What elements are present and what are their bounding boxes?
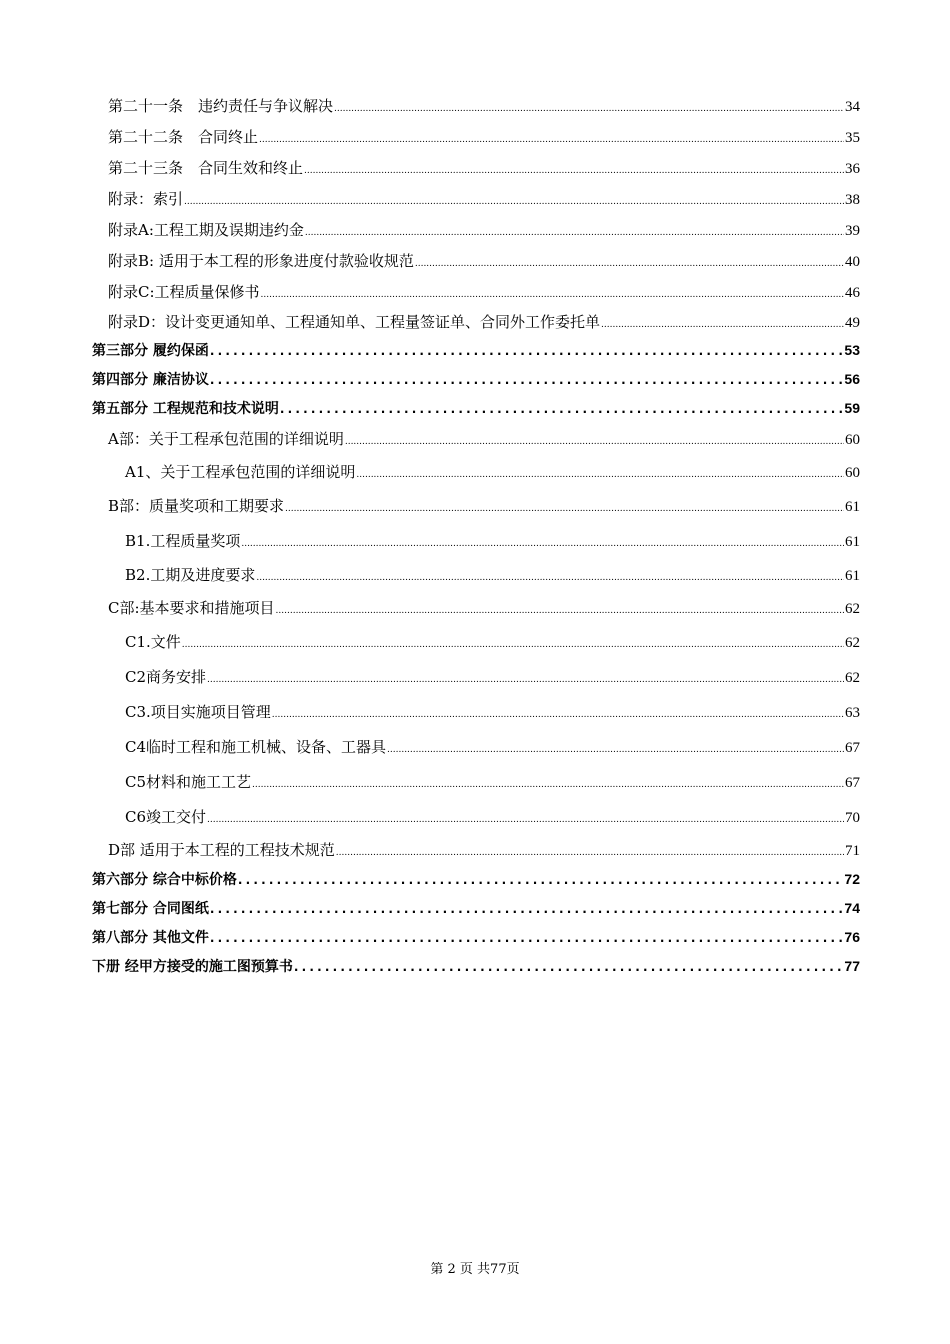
toc-entry[interactable] xyxy=(92,153,860,184)
toc-entry[interactable] xyxy=(92,394,860,423)
toc-entry[interactable] xyxy=(92,184,860,215)
toc-entry-title: 第四部分 廉洁协议 xyxy=(92,372,209,388)
toc-entry-title: 第六部分 综合中标价格 xyxy=(92,872,237,888)
toc-page-number: 49 xyxy=(845,315,860,331)
toc-entry[interactable] xyxy=(92,308,860,336)
toc-leader-dots xyxy=(601,321,844,330)
toc-leader-dots xyxy=(210,903,844,915)
toc-entry[interactable] xyxy=(92,559,860,592)
toc-entry-title: D部 适用于本工程的工程技术规范 xyxy=(108,841,335,859)
toc-entry[interactable] xyxy=(92,865,860,894)
toc-page-number: 62 xyxy=(845,601,860,617)
toc-leader-dots xyxy=(241,540,844,549)
toc-page-number: 74 xyxy=(844,900,860,916)
toc-leader-dots xyxy=(210,932,844,944)
toc-entry[interactable] xyxy=(92,660,860,695)
toc-leader-dots xyxy=(207,816,844,825)
toc-entry-title: C3.项目实施项目管理 xyxy=(125,703,271,721)
toc-leader-dots xyxy=(184,198,844,207)
toc-entry-title: C5材料和施工工艺 xyxy=(125,773,252,791)
toc-page-number: 34 xyxy=(845,99,860,115)
toc-leader-dots xyxy=(334,105,844,114)
toc-page-number: 53 xyxy=(844,342,860,358)
toc-entry[interactable] xyxy=(92,122,860,153)
toc-page-number: 71 xyxy=(845,843,860,859)
toc-page-number: 63 xyxy=(845,705,860,721)
toc-page-number: 77 xyxy=(844,958,860,974)
toc-entry-title: 第二十一条 违约责任与争议解决 xyxy=(108,97,334,115)
toc-entry[interactable] xyxy=(92,456,860,489)
toc-entry-title: 第二十二条 合同终止 xyxy=(108,128,259,146)
toc-entry[interactable] xyxy=(92,246,860,277)
toc-entry-title: 附录D：设计变更通知单、工程通知单、工程量签证单、合同外工作委托单 xyxy=(108,313,601,331)
toc-leader-dots xyxy=(285,505,844,514)
toc-page-number: 40 xyxy=(845,254,860,270)
toc-page-number: 76 xyxy=(844,929,860,945)
toc-page-number: 67 xyxy=(845,775,860,791)
toc-entry[interactable] xyxy=(92,365,860,394)
toc-entry-title: A部：关于工程承包范围的详细说明 xyxy=(108,430,344,448)
toc-entry-title: C6竣工交付 xyxy=(125,808,207,826)
toc-entry[interactable] xyxy=(92,730,860,765)
toc-page-number: 60 xyxy=(845,465,860,481)
toc-entry-title: 下册 经甲方接受的施工图预算书 xyxy=(92,959,293,975)
toc-leader-dots xyxy=(345,438,844,447)
toc-leader-dots xyxy=(305,229,844,238)
toc-page-number: 61 xyxy=(845,499,860,515)
toc-entry-title: C2商务安排 xyxy=(125,668,207,686)
toc-entry-title: C4临时工程和施工机械、设备、工器具 xyxy=(125,738,387,756)
toc-page-number: 36 xyxy=(845,161,860,177)
page-footer: 第 2 页 共77页 xyxy=(430,1262,520,1277)
toc-leader-dots xyxy=(272,711,844,720)
toc-page-number: 38 xyxy=(845,192,860,208)
toc-entry[interactable] xyxy=(92,765,860,800)
toc-leader-dots xyxy=(252,781,844,790)
toc-entry-title: 第五部分 工程规范和技术说明 xyxy=(92,401,279,417)
toc-entry-title: B部：质量奖项和工期要求 xyxy=(108,497,285,515)
toc-leader-dots xyxy=(304,167,844,176)
toc-leader-dots xyxy=(210,374,844,386)
toc-entry[interactable] xyxy=(92,215,860,246)
table-of-contents xyxy=(92,91,860,981)
toc-entry-title: A1、关于工程承包范围的详细说明 xyxy=(125,463,356,481)
toc-page-number: 60 xyxy=(845,432,860,448)
toc-entry-title: 第二十三条 合同生效和终止 xyxy=(108,159,304,177)
toc-entry[interactable] xyxy=(92,489,860,524)
toc-page-number: 56 xyxy=(844,371,860,387)
toc-leader-dots xyxy=(182,641,844,650)
toc-entry[interactable] xyxy=(92,800,860,835)
toc-leader-dots xyxy=(415,260,844,269)
toc-leader-dots xyxy=(280,403,844,415)
toc-entry-title: C部:基本要求和措施项目 xyxy=(108,599,275,617)
toc-leader-dots xyxy=(238,874,844,886)
toc-page-number: 62 xyxy=(845,635,860,651)
toc-entry-title: 第三部分 履约保函 xyxy=(92,343,209,359)
toc-entry[interactable] xyxy=(92,336,860,365)
toc-entry[interactable] xyxy=(92,625,860,660)
toc-leader-dots xyxy=(261,291,844,300)
toc-leader-dots xyxy=(294,961,844,973)
toc-leader-dots xyxy=(387,746,844,755)
toc-leader-dots xyxy=(259,136,844,145)
toc-entry[interactable] xyxy=(92,835,860,865)
toc-page-number: 72 xyxy=(844,871,860,887)
toc-leader-dots xyxy=(336,849,844,858)
toc-entry[interactable] xyxy=(92,91,860,122)
toc-page-number: 61 xyxy=(845,568,860,584)
toc-entry[interactable] xyxy=(92,923,860,952)
toc-entry-title: C1.文件 xyxy=(125,633,181,651)
toc-entry[interactable] xyxy=(92,695,860,730)
toc-page-number: 39 xyxy=(845,223,860,239)
toc-entry-title: 附录A:工程工期及误期违约金 xyxy=(108,221,304,239)
toc-entry[interactable] xyxy=(92,524,860,559)
toc-entry-title: 附录B: 适用于本工程的形象进度付款验收规范 xyxy=(108,252,414,270)
toc-entry[interactable] xyxy=(92,592,860,625)
toc-entry-title: 附录C:工程质量保修书 xyxy=(108,283,260,301)
toc-leader-dots xyxy=(276,607,844,616)
toc-entry-title: B2.工期及进度要求 xyxy=(125,566,256,584)
toc-page-number: 70 xyxy=(845,810,860,826)
toc-entry-title: 附录：索引 xyxy=(108,190,184,208)
toc-entry[interactable] xyxy=(92,277,860,308)
toc-page-number: 46 xyxy=(845,285,860,301)
toc-page-number: 35 xyxy=(845,130,860,146)
toc-leader-dots xyxy=(207,676,844,685)
toc-page-number: 59 xyxy=(844,400,860,416)
toc-leader-dots xyxy=(256,574,844,583)
toc-page-number: 67 xyxy=(845,740,860,756)
toc-page-number: 62 xyxy=(845,670,860,686)
toc-leader-dots xyxy=(210,345,844,357)
toc-entry[interactable] xyxy=(92,894,860,923)
toc-leader-dots xyxy=(356,471,844,480)
toc-entry[interactable] xyxy=(92,423,860,456)
toc-entry[interactable] xyxy=(92,952,860,981)
toc-page-number: 61 xyxy=(845,534,860,550)
toc-entry-title: 第八部分 其他文件 xyxy=(92,930,209,946)
toc-entry-title: 第七部分 合同图纸 xyxy=(92,901,209,917)
toc-entry-title: B1.工程质量奖项 xyxy=(125,532,241,550)
